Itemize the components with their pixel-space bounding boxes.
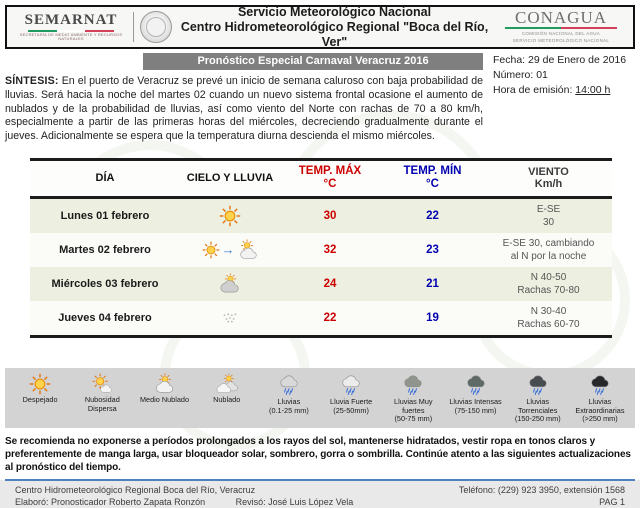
legend-item-lluvias-torrenciales: Lluvias Torrenciales (150-250 mm) (507, 373, 569, 424)
col-header-cielo: CIELO Y LLUVIA (186, 172, 274, 185)
sun-small-cloud-icon (91, 373, 113, 395)
legend-item-medio-nublado: Medio Nublado (133, 373, 195, 424)
forecast-row-lunes (30, 199, 612, 233)
temp-max: 30 (323, 209, 337, 222)
sky-cell (180, 273, 280, 295)
col-header-tempmax: TEMP. MÁX °C (298, 165, 362, 191)
forecast-row-jueves (30, 301, 612, 335)
clouds-icon (216, 373, 238, 395)
conagua-caption1: COMISIÓN NACIONAL DEL AGUA (521, 31, 601, 37)
footer-credits (15, 496, 381, 508)
sun-icon (219, 205, 241, 227)
sun-behind-cloud-icon (154, 373, 176, 395)
org-title-line1: Servicio Meteorológico Nacional (237, 4, 432, 19)
footer-elaboro: Elaboró: Pronosticador Roberto Zapata Ronzón (15, 497, 206, 508)
forecast-row-martes (30, 233, 612, 267)
col-header-tempmin: TEMP. MÍN °C (403, 165, 462, 191)
footer (5, 479, 635, 508)
weather-legend (5, 368, 635, 428)
sintesis-paragraph (5, 75, 483, 144)
sky-cell (180, 307, 280, 329)
header (5, 5, 635, 49)
wind-cell: N 40-50 Rachas 70-80 (517, 271, 580, 296)
rain-strong-icon (340, 373, 362, 397)
conagua-wordmark: CONAGUA (515, 8, 607, 28)
forecast-table-header (30, 161, 612, 199)
day-label: Jueves 04 febrero (58, 311, 152, 324)
org-title (172, 5, 497, 50)
sun-icon (29, 373, 51, 395)
temp-min: 19 (426, 311, 439, 324)
sintesis-label: SÍNTESIS: (5, 75, 59, 87)
issue-time: Hora de emisión: 14:00 h (493, 84, 611, 97)
bulletin-title-banner: Pronóstico Especial Carnaval Veracruz 2016 (143, 53, 483, 70)
forecast-row-miercoles (30, 267, 612, 301)
legend-item-nubosidad-dispersa: Nubosidad Dispersa (71, 373, 133, 424)
wind-cell: N 30-40 Rachas 60-70 (517, 305, 580, 330)
org-title-line2: Centro Hidrometeorológico Regional "Boca del Río, Ver" (180, 19, 489, 49)
recommendation-text: Se recomienda no exponerse a períodos prolongados a los rayos del sol, mantenerse hidratados, vestir ropa en tonos claros y preferentemente de manga larga, usar bloqueador solar, sombrero, gorra o sombrilla. Continúe atento a las siguientes actualizaciones al pronóstico del tiempo. (5, 436, 631, 474)
arrow-right-icon: → (221, 242, 235, 258)
mostly-cloudy-icon (219, 273, 241, 295)
sintesis-text: En el puerto de Veracruz se prevé un inicio de semana caluroso con baja probabilidad de lluvias. Será hacia la noche del martes 02 cuando un nuevo sistema frontal ocasione el aumento de nublados y de la probabilidad de lluvias, así como viento del Norte con rachas de 70 a 80 km/h, especialmente a partir de las primeras horas del miércoles, decreciendo gradualmente durante el jueves. Adicionalmente se espera que la temperatura diurna descienda el mismo miércoles. (5, 75, 483, 143)
legend-item-lluvias-extraordinarias: Lluvias Extraordinarias (>250 mm) (569, 373, 631, 424)
day-label: Martes 02 febrero (59, 243, 151, 256)
rain-very-strong-icon (402, 373, 424, 397)
wind-cell: E-SE 30 (536, 203, 561, 228)
legend-item-lluvias: Lluvias (0.1-25 mm) (258, 373, 320, 424)
issue-date: Fecha: 29 de Enero de 2016 (493, 54, 627, 66)
sun-icon (202, 241, 220, 259)
col-header-viento: VIENTO Km/h (528, 165, 569, 191)
legend-item-lluvias-intensas: Lluvias Intensas (75-150 mm) (444, 373, 506, 424)
legend-item-lluvias-muy-fuertes: Lluvias Muy fuertes (50-75 mm) (382, 373, 444, 424)
issue-meta (483, 53, 635, 144)
col-header-dia: DÍA (95, 172, 115, 185)
sky-cell (180, 239, 280, 261)
national-seal-icon (140, 11, 172, 43)
semarnat-wordmark: SEMARNAT (24, 12, 118, 28)
temp-max: 22 (323, 311, 337, 324)
temp-min: 23 (426, 243, 439, 256)
partly-cloudy-icon (237, 239, 259, 261)
rain-extraordinary-icon (589, 373, 611, 397)
rain-torrential-icon (527, 373, 549, 397)
forecast-table (30, 158, 612, 338)
conagua-bar (505, 27, 617, 29)
footer-page-number: PAG 1 (599, 497, 625, 508)
header-divider (133, 12, 134, 42)
semarnat-caption: SECRETARÍA DE MEDIO AMBIENTE Y RECURSOS NATURALES (19, 32, 123, 41)
footer-reviso: Revisó: José Luis López Vela (235, 497, 354, 508)
temp-min: 21 (426, 277, 439, 290)
rain-light-icon (278, 373, 300, 397)
footer-phone: Teléfono: (229) 923 3950, extensión 1568 (458, 485, 625, 496)
issue-number: Número: 01 (493, 69, 548, 82)
temp-max: 32 (323, 243, 337, 256)
footer-org: Centro Hidrometeorológico Regional Boca del Río, Veracruz (15, 485, 256, 496)
day-label: Lunes 01 febrero (60, 209, 150, 222)
legend-item-despejado: Despejado (9, 373, 71, 424)
sky-cell (180, 205, 280, 227)
legend-item-nublado: Nublado (196, 373, 258, 424)
day-label: Miércoles 03 febrero (51, 277, 159, 290)
legend-item-lluvia-fuerte: Lluvia Fuerte (25-50mm) (320, 373, 382, 424)
conagua-caption2: SERVICIO METEOROLÓGICO NACIONAL (512, 38, 610, 43)
drizzle-icon (219, 307, 241, 329)
rain-intense-icon (465, 373, 487, 397)
conagua-logo (497, 9, 625, 45)
wind-cell: E-SE 30, cambiando al N por la noche (502, 237, 595, 262)
temp-max: 24 (323, 277, 337, 290)
semarnat-logo (15, 13, 127, 41)
temp-min: 22 (426, 209, 439, 222)
